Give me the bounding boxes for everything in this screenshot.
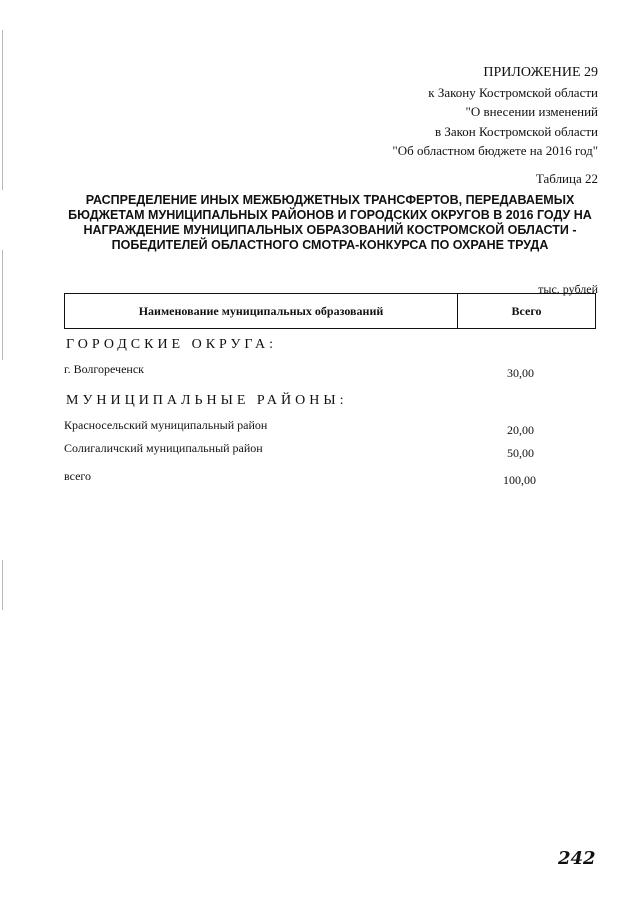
appendix-title: ПРИЛОЖЕНИЕ 29 xyxy=(483,65,598,80)
scan-edge-line-bottom xyxy=(2,560,3,610)
row-name: Солигаличский муниципальный район xyxy=(64,441,263,455)
handwritten-page-number: 242 xyxy=(558,848,596,869)
scan-edge-line-top xyxy=(2,30,3,190)
table-header xyxy=(64,293,596,329)
header-total-cell: Всего xyxy=(511,303,542,318)
section-city-districts: ГОРОДСКИЕ ОКРУГА: xyxy=(66,337,277,352)
header-name-cell: Наименование муниципальных образований xyxy=(65,294,458,328)
appendix-line-4: "Об областном бюджете на 2016 год" xyxy=(392,143,598,158)
appendix-line-3: в Закон Костромской области xyxy=(434,123,598,139)
row-name: г. Волгореченск xyxy=(64,362,144,376)
row-value: 100,00 xyxy=(503,473,536,487)
document-title xyxy=(60,193,600,253)
section-municipal-districts: МУНИЦИПАЛЬНЫЕ РАЙОНЫ: xyxy=(66,393,348,408)
scan-edge-line-middle xyxy=(2,250,3,360)
row-name: всего xyxy=(64,469,92,483)
title-line-2: БЮДЖЕТАМ МУНИЦИПАЛЬНЫХ РАЙОНОВ И ГОРОДСКИХ ОКРУГОВ В 2016 ГОДУ НА xyxy=(68,208,592,222)
appendix-line-1: к Закону Костромской области xyxy=(428,84,598,100)
title-line-3: НАГРАЖДЕНИЕ МУНИЦИПАЛЬНЫХ ОБРАЗОВАНИЙ КОСТРОМСКОЙ ОБЛАСТИ - xyxy=(83,223,577,237)
row-value: 20,00 xyxy=(507,423,534,437)
row-value: 50,00 xyxy=(507,446,534,460)
units-label: тыс. рублей xyxy=(538,282,598,296)
title-line-4: ПОБЕДИТЕЛЕЙ ОБЛАСТНОГО СМОТРА-КОНКУРСА ПО ОХРАНЕ ТРУДА xyxy=(111,238,549,252)
row-value: 30,00 xyxy=(507,366,534,380)
table-number: Таблица 22 xyxy=(535,171,598,186)
row-name: Красносельский муниципальный район xyxy=(64,418,268,432)
title-line-1: РАСПРЕДЕЛЕНИЕ ИНЫХ МЕЖБЮДЖЕТНЫХ ТРАНСФЕРТОВ, ПЕРЕДАВАЕМЫХ xyxy=(85,193,575,207)
appendix-block xyxy=(392,63,598,161)
appendix-line-2: "О внесении изменений xyxy=(465,104,598,119)
